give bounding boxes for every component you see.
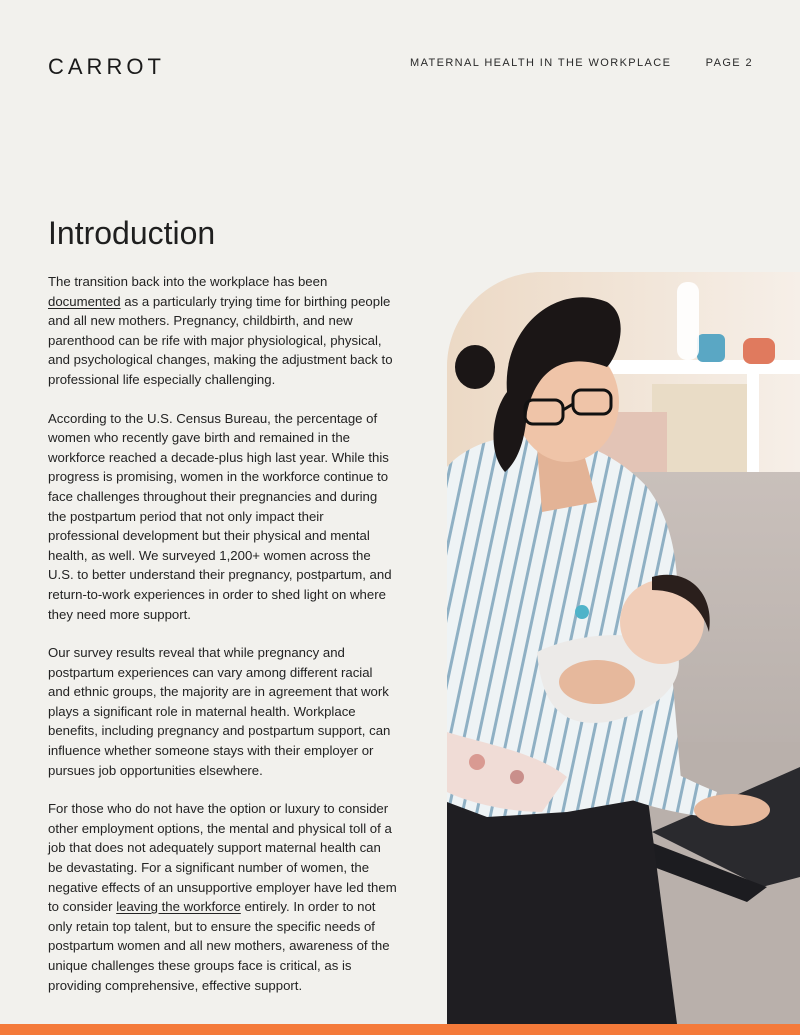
paragraph-4-text-b: entirely. In order to not only retain top talent, but to ensure the specific needs of postpartum women and all new mothers, awareness of the unique challenges these groups face is critical, as is providing comprehensive, effective support.: [48, 899, 390, 993]
paragraph-1-text-b: as a particularly trying time for birthing people and all new mothers. Pregnancy, childbirth, and new parenthood can be rife with major physiological, physical, and psychological changes, making the adjustment back to professional life especially challenging.: [48, 293, 393, 387]
paragraph-1: [48, 272, 398, 390]
mother-with-baby-photo: [447, 272, 800, 1024]
page-number: PAGE 2: [705, 57, 753, 69]
paragraph-3: Our survey results reveal that while pregnancy and postpartum experiences can vary among different racial and ethnic groups, the majority are in agreement that work plays a significant role in maternal health. Workplace benefits, including pregnancy and postpartum support, can influence whether someone stays with their employer or pursues job opportunities elsewhere.: [48, 645, 391, 778]
paragraph-4: [48, 799, 398, 995]
page-title: Introduction: [48, 215, 216, 251]
paragraph-4-text-a: For those who do not have the option or luxury to consider other employment options, the mental and physical toll of a job that does not adequately support maternal health can be devastating. For a significant number of women, the negative effects of an unsupportive employer have led them to consider: [48, 801, 397, 915]
footer-accent-bar: [0, 1024, 800, 1035]
body-text: [48, 272, 398, 1014]
leaving-workforce-link[interactable]: leaving the workforce: [116, 899, 241, 915]
documented-link[interactable]: documented: [48, 293, 121, 309]
paragraph-2: According to the U.S. Census Bureau, the percentage of women who recently gave birth and remained in the workforce reached a decade-plus high last year. While this progress is promising, women in the workforce continue to face challenges throughout their pregnancies and during the postpartum period that not only impact their professional development but their physical and mental health, as well. We surveyed 1,200+ women across the U.S. to better understand their pregnancy, postpartum, and return-to-work experiences in order to shed light on where they need more support.: [48, 410, 392, 622]
header-title: MATERNAL HEALTH IN THE WORKPLACE: [410, 57, 672, 69]
logo: CARROT: [48, 54, 165, 79]
paragraph-1-text-a: The transition back into the workplace has been: [48, 274, 328, 289]
